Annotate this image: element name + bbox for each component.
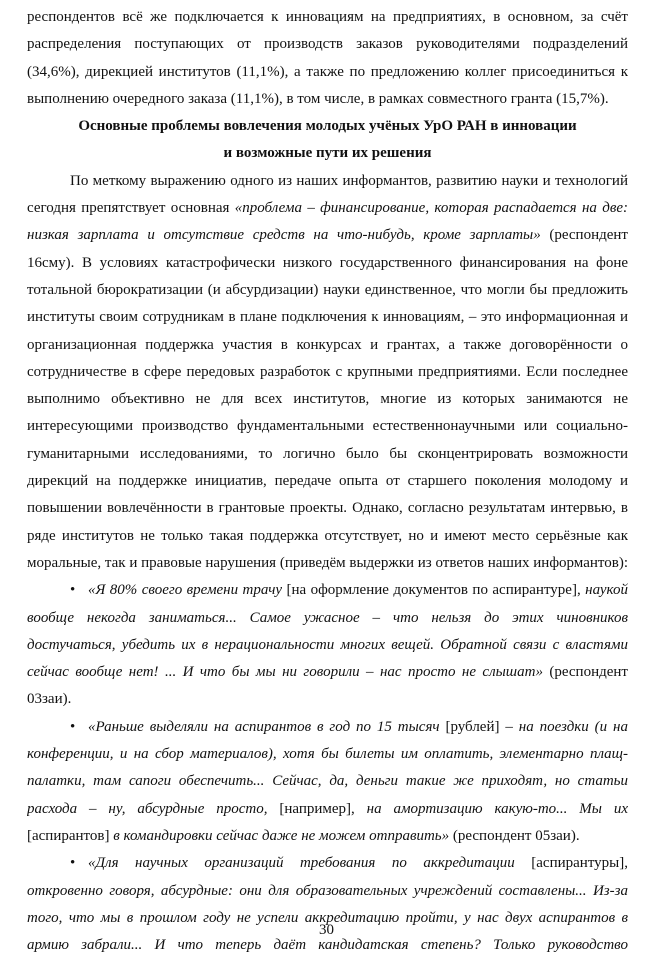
text-line xyxy=(27,413,628,440)
body-text: выполнимо объективно не для всех институтов, многие из которых занимаются не xyxy=(27,391,628,408)
body-text: (34,6%), дирекцией институтов (11,1%), а также по предложению коллег присоединиться к xyxy=(27,63,628,80)
text-line xyxy=(27,168,628,195)
body-text: ряде институтов не только такая поддержка отсутствует, но и имеют место серьёзные как xyxy=(27,527,628,544)
quote-text: того, что мы в прошлом году не успели аккредитацию пройти, у нас двух аспирантов в xyxy=(27,909,628,926)
text-line xyxy=(27,659,628,686)
text-line xyxy=(27,768,628,795)
quote-text: на амортизацию какую-то... Мы их xyxy=(366,800,628,817)
body-text: институты своим сотрудникам в плане подключения к инновациям, – это информационная и xyxy=(27,309,628,326)
quote-text: расхода – ну, абсурдные просто, xyxy=(27,800,268,817)
text-line xyxy=(27,468,628,495)
bullet-icon: • xyxy=(70,718,76,735)
body-text: респондентов всё же подключается к инновациям на предприятиях, в основном, за счёт xyxy=(27,9,628,25)
text-line xyxy=(27,714,628,741)
text-line xyxy=(27,386,628,413)
text-line xyxy=(27,304,628,331)
quote-text: палатки, там сапоги обеспечить... Сейчас, да, деньги такие же приходят, но статьи xyxy=(27,773,628,790)
text-line xyxy=(27,878,628,905)
body-text: [например], xyxy=(267,800,367,817)
body-text: и возможные пути их решения xyxy=(223,145,432,162)
text-line xyxy=(27,441,628,468)
quote-text: конференции, и на сбор материалов), хотя бы билеты им оплатить, элементарно плащ- xyxy=(27,746,628,763)
text-line xyxy=(27,495,628,522)
paragraph xyxy=(27,4,628,113)
quote-text: наукой xyxy=(585,582,628,599)
body-text: дирекций на поддержке инициатив, передаче опыта от старшего поколения молодому и xyxy=(27,473,628,490)
body-text: организационная поддержка участия в конкурсах и грантах, а также договорённости о xyxy=(27,336,628,353)
body-text: тотальной бюрократизации (и абсурдизации) науки единственное, что могли бы предложить xyxy=(27,281,628,298)
section-heading xyxy=(27,113,628,168)
body-text: сотрудничестве в сфере передовых разработок с крупными предприятиями. Если последнее xyxy=(27,363,628,380)
body-text: (респондент xyxy=(540,227,628,244)
quote-text: сейчас вообще нет! ... И что бы мы ни говорили – нас просто не слышат» xyxy=(27,664,543,681)
body-text: гуманитарными исследованиями, то логично было бы сконцентрировать возможности xyxy=(27,445,628,462)
text-line xyxy=(27,140,628,167)
quote-bullet-item xyxy=(27,577,628,713)
text-line xyxy=(27,850,628,877)
text-line xyxy=(27,250,628,277)
text-line xyxy=(27,59,628,86)
body-text: сегодня препятствует основная xyxy=(27,200,235,217)
text-line xyxy=(27,222,628,249)
text-line xyxy=(27,577,628,604)
text-line xyxy=(27,523,628,550)
quote-text: низкая зарплата и отсутствие средств на что-нибудь, кроме зарплаты» xyxy=(27,227,541,244)
text-line xyxy=(27,113,628,140)
text-line xyxy=(27,686,628,713)
text-line xyxy=(27,550,628,577)
quote-text: «Для научных организаций требования по аккредитации xyxy=(88,855,515,872)
text-line xyxy=(27,86,628,113)
text-line xyxy=(27,195,628,222)
text-line xyxy=(27,31,628,58)
bullet-icon: • xyxy=(70,855,76,872)
text-line xyxy=(27,796,628,823)
text-line xyxy=(27,332,628,359)
text-line xyxy=(27,4,628,31)
text-line xyxy=(27,605,628,632)
body-text: По меткому выражению одного из наших информантов, развитию науки и технологий xyxy=(70,172,628,189)
body-text: моральные, так и правовые нарушения (приведём выдержки из ответов наших информантов): xyxy=(27,554,628,571)
body-text: [рублей] xyxy=(439,718,506,735)
bullet-icon: • xyxy=(70,582,76,599)
paragraph xyxy=(27,168,628,577)
document-page xyxy=(27,4,628,959)
text-line xyxy=(27,632,628,659)
body-text: (респондент xyxy=(542,664,628,681)
body-text: выполнению очередного заказа (11,1%), в том числе, в рамках совместного гранта (15,7%). xyxy=(27,90,609,107)
quote-text: армию забрали... И что теперь даёт кандидатская степень? Только руководство xyxy=(27,937,628,954)
body-text: 03заи). xyxy=(27,691,72,708)
body-text: [аспирантов] xyxy=(27,827,114,844)
body-text: [аспирантуры], xyxy=(514,855,628,872)
page-number: 30 xyxy=(319,922,334,938)
quote-text: откровенно говоря, абсурдные: они для образовательных учреждений составлены... Из-за xyxy=(27,882,628,899)
body-text: повышении вовлечённости в грантовые проекты. Однако, согласно результатам интервью, в xyxy=(27,500,628,517)
body-text: распределения поступающих от производств заказов руководителями подразделений xyxy=(27,36,628,53)
body-text: Основные проблемы вовлечения молодых учёных УрО РАН в инновации xyxy=(78,118,577,135)
quote-text: вообще некогда заниматься... Самое ужасное – что нельзя до этих чиновников xyxy=(27,609,628,626)
quote-text: в командировки сейчас даже не можем отправить» xyxy=(113,827,450,844)
body-text: [на оформление документов по аспирантуре], xyxy=(282,582,586,599)
quote-text: «Я 80% своего времени трачу xyxy=(88,582,283,599)
quote-text: достучаться, убедить их в нерациональности многих вещей. Обратной связи с властями xyxy=(27,636,628,653)
text-line xyxy=(27,823,628,850)
body-text: интересующими производство фундаментальными естественнонаучными или социально- xyxy=(27,418,628,435)
quote-text: – на поездки (и на xyxy=(505,718,628,735)
quote-bullet-item xyxy=(27,850,628,959)
text-line xyxy=(27,277,628,304)
quote-bullet-item xyxy=(27,714,628,850)
text-line xyxy=(27,741,628,768)
quote-text: «проблема – финансирование, которая распадается на две: xyxy=(234,200,628,217)
quote-text: «Раньше выделяли на аспирантов в год по 15 тысяч xyxy=(88,718,440,735)
text-line xyxy=(27,359,628,386)
body-text: (респондент 05заи). xyxy=(449,827,580,844)
body-text: 16сму). В условиях катастрофически низкого государственного финансирования на фоне xyxy=(27,254,628,271)
